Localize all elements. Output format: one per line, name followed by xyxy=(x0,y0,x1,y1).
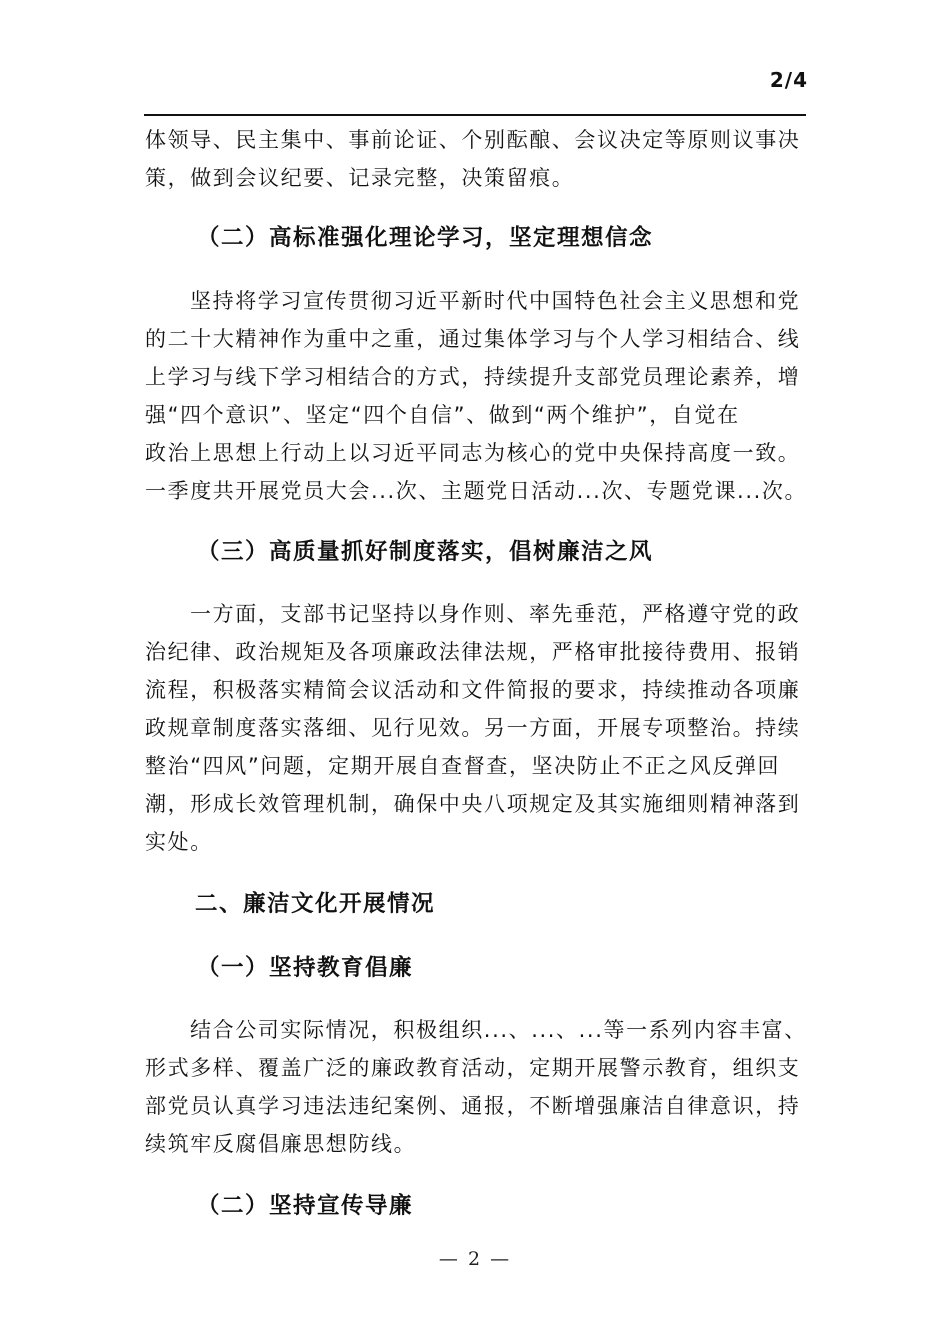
page-number: — 2 — xyxy=(438,1248,512,1270)
paragraph-line: 体领导、民主集中、事前论证、个别酝酿、会议决定等原则议事决 xyxy=(145,128,801,152)
paragraph-line: 政治上思想上行动上以习近平同志为核心的党中央保持高度一致。 xyxy=(145,441,801,465)
paragraph-line: 续筑牢反腐倡廉思想防线。 xyxy=(145,1132,417,1156)
paragraph-line: 上学习与线下学习相结合的方式，持续提升支部党员理论素养，增 xyxy=(145,365,801,389)
paragraph-line: 强“四个意识”、坚定“四个自信”、做到“两个维护”，自觉在 xyxy=(145,403,740,427)
paragraph-line: 的二十大精神作为重中之重，通过集体学习与个人学习相结合、线 xyxy=(145,327,801,351)
header-rule xyxy=(144,114,806,116)
paragraph-line: 治纪律、政治规矩及各项廉政法律法规，严格审批接待费用、报销 xyxy=(145,640,801,664)
section-heading: （二）坚持宣传导廉 xyxy=(197,1193,414,1219)
chapter-heading: 二、廉洁文化开展情况 xyxy=(195,891,436,917)
paragraph-line: 策，做到会议纪要、记录完整，决策留痕。 xyxy=(145,166,575,190)
paragraph-line: 整治“四风”问题，定期开展自查督查，坚决防止不正之风反弹回 xyxy=(145,754,781,778)
paragraph-line: 结合公司实际情况，积极组织...、...、...等一系列内容丰富、 xyxy=(190,1018,807,1042)
section-heading: （一）坚持教育倡廉 xyxy=(197,955,414,981)
paragraph-line: 政规章制度落实落细、见行见效。另一方面，开展专项整治。持续 xyxy=(145,716,801,740)
paragraph-line: 部党员认真学习违法违纪案例、通报，不断增强廉洁自律意识，持 xyxy=(145,1094,801,1118)
paragraph-line: 实处。 xyxy=(145,830,213,854)
paragraph-line: 形式多样、覆盖广泛的廉政教育活动，定期开展警示教育，组织支 xyxy=(145,1056,801,1080)
paragraph-line: 坚持将学习宣传贯彻习近平新时代中国特色社会主义思想和党 xyxy=(190,289,801,313)
section-heading: （二）高标准强化理论学习，坚定理想信念 xyxy=(197,225,654,251)
section-heading: （三）高质量抓好制度落实，倡树廉洁之风 xyxy=(197,539,654,565)
paragraph-line: 流程，积极落实精简会议活动和文件简报的要求，持续推动各项廉 xyxy=(145,678,801,702)
paragraph-line: 一季度共开展党员大会...次、主题党日活动...次、专题党课...次。 xyxy=(145,479,808,503)
page-counter: 2/4 xyxy=(769,68,808,92)
paragraph-line: 潮，形成长效管理机制，确保中央八项规定及其实施细则精神落到 xyxy=(145,792,801,816)
paragraph-line: 一方面，支部书记坚持以身作则、率先垂范，严格遵守党的政 xyxy=(190,602,801,626)
